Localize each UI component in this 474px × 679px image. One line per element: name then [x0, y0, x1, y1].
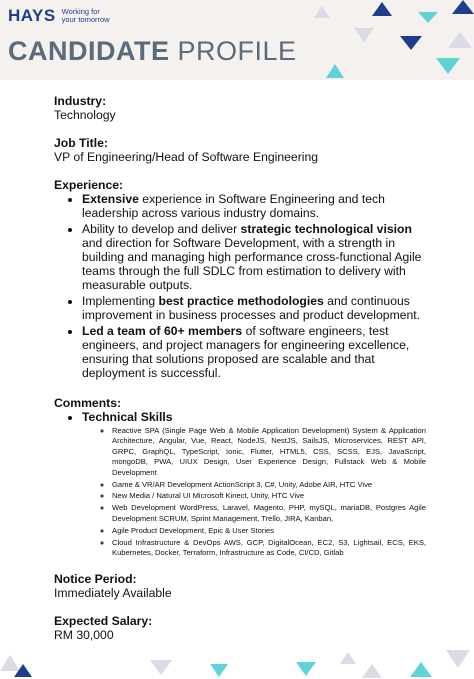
logo-mark: HAYS	[8, 6, 56, 25]
hays-logo	[8, 6, 110, 26]
triangle-decoration	[372, 2, 392, 16]
skill-item: ◦ Game & VR/AR Development ActionScript 3, C#, Unity, Adobe AIR, HTC Vive	[112, 480, 426, 490]
skill-item: ◦ New Media / Natural UI Microsoft Kinect, Unity, HTC Vive	[112, 491, 426, 501]
job-title-value: VP of Engineering/Head of Software Engineering	[54, 150, 319, 164]
comments-label: Comments:	[54, 396, 122, 410]
experience-item: • Led a team of 60+ members of software engineers, test engineers, and project managers for engineering excellence, ensuring that solutions proposed are scalable and that deployment is successful.	[82, 324, 426, 380]
skill-item: ◦ Cloud Infrastructure & DevOps AWS, GCP, DigitalOcean, EC2, S3, Lightsail, ECS, EKS, Kubernetes, Docker, Terraform, Infrastructure as Code, CI/CD, Gitlab	[112, 538, 426, 559]
experience-list	[54, 192, 426, 380]
triangle-decoration	[210, 664, 228, 677]
expected-salary-label: Expected Salary:	[54, 613, 153, 628]
title-light: PROFILE	[177, 36, 297, 66]
notice-period-label: Notice Period:	[54, 571, 137, 586]
skills-list	[82, 426, 426, 558]
comments-list	[54, 410, 426, 558]
logo-tagline	[62, 8, 110, 24]
skill-item: ◦ Web Development WordPress, Laravel, Magento, PHP, mySQL, mariaDB, Postgres Agile Development SCRUM, Sprint Management, Trello, JIRA, Kanban,	[112, 503, 426, 524]
triangle-decoration	[314, 6, 330, 18]
skill-item: ◦ Agile Product Development, Epic & User Stories	[112, 526, 426, 536]
experience-item: • Extensive experience in Software Engineering and tech leadership across various industry domains.	[82, 192, 426, 220]
triangle-decoration	[354, 28, 374, 42]
triangle-decoration	[446, 650, 470, 668]
technical-skills-title: Technical Skills	[82, 410, 173, 424]
triangle-decoration	[14, 664, 32, 677]
experience-item: • Implementing best practice methodologies and continuous improvement in business processes and product development.	[82, 294, 426, 322]
triangle-decoration	[326, 64, 344, 78]
notice-period-value: Immediately Available	[54, 585, 172, 600]
triangle-decoration	[448, 32, 472, 48]
technical-skills-item	[82, 410, 426, 558]
experience-item: • Ability to develop and deliver strategic technological vision and direction for Software Development, with a strength in building and managing high performance cross-functional Agile teams through the full SDLC from estimation to delivery with measurable outputs.	[82, 222, 426, 292]
expected-salary-value: RM 30,000	[54, 627, 114, 642]
tagline-line2: your tomorrow	[61, 15, 110, 24]
industry-value: Technology	[54, 108, 116, 122]
triangle-decoration	[150, 660, 172, 675]
triangle-decoration	[410, 662, 432, 677]
triangle-decoration	[340, 652, 356, 664]
profile-content	[54, 94, 426, 642]
triangle-decoration	[418, 12, 438, 23]
page-title	[8, 36, 297, 67]
industry-label: Industry:	[54, 94, 107, 108]
triangle-decoration	[296, 662, 316, 676]
triangle-decoration	[436, 58, 460, 74]
title-bold: CANDIDATE	[8, 36, 170, 66]
skill-item: ◦ Reactive SPA (Single Page Web & Mobile Application Development) System & Application Architecture, Angular, Vue, React, NodeJS, NestJS, SailsJS, Microservices, REST API, GRPC, GraphQL, TypeScript, Ionic, Flutter, HTML5, CSS, SCSS, EJS, JavaScript, mongoDB, PWA, UIUX Design, User Experience Design, Fullstack Web & Mobile Development	[112, 426, 426, 478]
job-title-label: Job Title:	[54, 136, 108, 150]
triangle-decoration	[400, 36, 422, 50]
experience-label: Experience:	[54, 178, 124, 192]
triangle-decoration	[362, 664, 382, 678]
triangle-decoration	[452, 0, 474, 14]
tagline-line1: Working for	[61, 7, 100, 16]
